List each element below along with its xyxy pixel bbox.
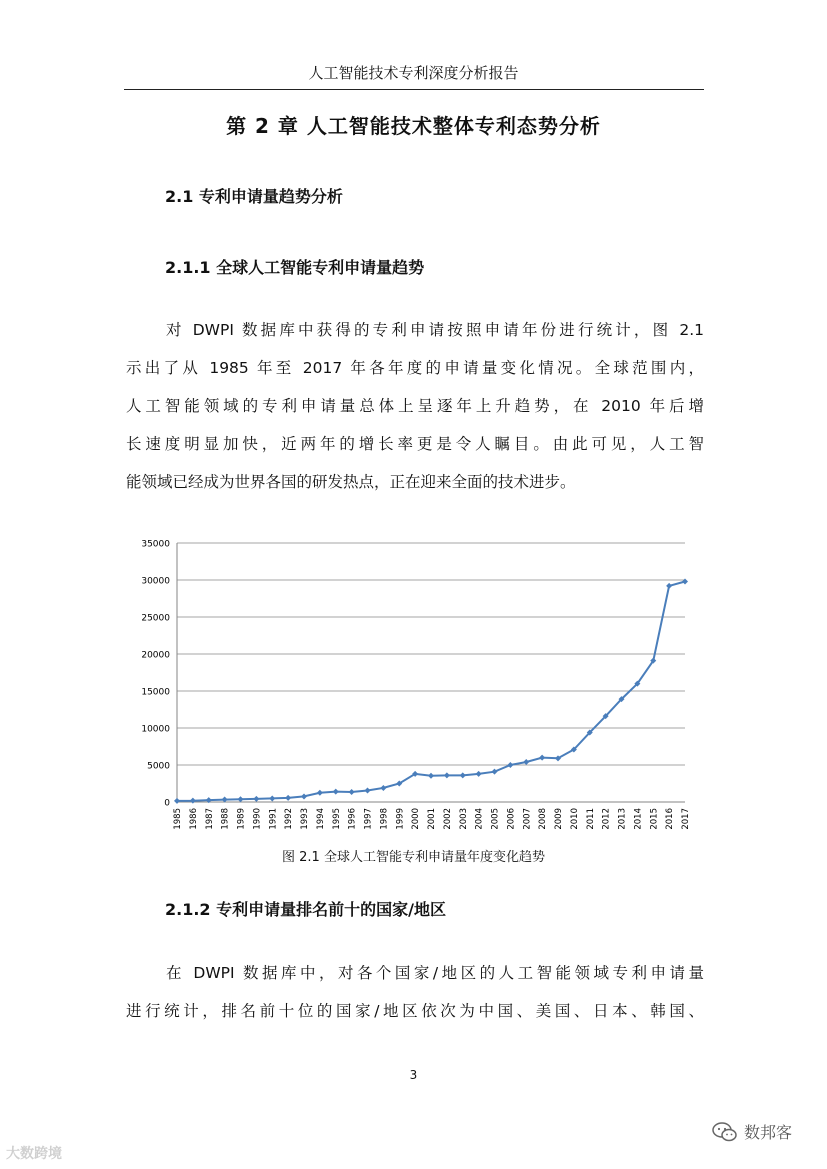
data-point [285,795,291,801]
data-point [174,798,180,804]
x-tick-label: 2003 [458,808,469,830]
x-tick-label: 2011 [585,808,596,830]
x-tick-label: 1996 [347,808,358,830]
page-number: 3 [409,1068,418,1082]
data-point [460,772,466,778]
paragraph-line: 示出了从 1985 年至 2017 年各年度的申请量变化情况。全球范围内， [126,359,704,377]
x-tick-label: 1994 [315,808,326,830]
x-tick-label: 2002 [442,808,453,830]
y-tick-label: 20000 [141,650,170,661]
data-point [269,795,275,801]
chart-svg [130,532,700,837]
data-point [444,772,450,778]
body-paragraph-2 [126,954,704,1030]
header-divider [124,89,704,90]
x-tick-label: 2008 [538,808,549,830]
x-tick-label: 1998 [379,808,390,830]
paragraph-line: 对 DWPI 数据库中获得的专利申请按照申请年份进行统计，图 2.1 [166,321,704,339]
y-tick-label: 25000 [141,613,170,624]
chapter-title: 第 2 章 人工智能技术整体专利态势分析 [226,114,601,138]
y-tick-label: 5000 [147,761,170,772]
x-tick-label: 2007 [522,808,533,830]
data-point [301,793,307,799]
x-tick-label: 2006 [506,808,517,830]
body-paragraph-1 [126,311,704,501]
data-point [190,798,196,804]
data-point [666,583,672,589]
x-tick-label: 1997 [363,808,374,830]
data-point [523,759,529,765]
watermark-left: 大数跨境 [6,1146,62,1162]
y-tick-label: 35000 [141,539,170,550]
subsection-heading-2: 2.1.2 专利申请量排名前十的国家/地区 [165,900,446,919]
y-tick-label: 10000 [141,724,170,735]
figure-caption: 图 2.1 全球人工智能专利申请量年度变化趋势 [282,850,545,865]
data-point [333,789,339,795]
paragraph-line: 人工智能领域的专利申请量总体上呈逐年上升趋势，在 2010 年后增 [126,397,704,415]
x-tick-label: 1991 [268,808,279,830]
page-header-title: 人工智能技术专利深度分析报告 [308,64,519,82]
x-tick-label: 2001 [427,808,437,830]
x-tick-label: 1992 [284,808,295,830]
paragraph-line: 长速度明显加快，近两年的增长率更是令人瞩目。由此可见，人工智 [126,435,704,453]
data-point [317,790,323,796]
x-tick-label: 1988 [220,808,231,830]
y-tick-label: 30000 [141,576,170,587]
data-point [476,771,482,777]
x-tick-label: 2010 [569,808,580,830]
x-tick-label: 2016 [665,808,676,830]
data-point [349,789,355,795]
subsection-heading-1: 2.1.1 全球人工智能专利申请量趋势 [165,258,425,277]
x-tick-label: 2017 [681,808,691,830]
x-tick-label: 2000 [411,808,422,830]
watermark-right [712,1120,792,1143]
x-tick-label: 1990 [252,808,263,830]
x-tick-label: 2004 [474,808,485,830]
x-tick-label: 1985 [173,808,183,830]
data-point [507,762,513,768]
x-tick-label: 2009 [554,808,564,830]
data-point [380,785,386,791]
x-tick-label: 2005 [490,808,501,830]
x-tick-label: 1989 [236,808,247,830]
data-point [539,755,545,761]
x-tick-label: 2012 [601,808,612,830]
x-tick-label: 2014 [633,808,644,830]
x-tick-label: 1999 [395,808,406,830]
x-tick-label: 2013 [617,808,628,830]
paragraph-line: 在 DWPI 数据库中，对各个国家/地区的人工智能领域专利申请量 [166,964,704,982]
watermark-right-text: 数邦客 [744,1123,793,1142]
wechat-icon [712,1122,738,1142]
x-tick-label: 1987 [204,808,215,830]
data-point [253,796,259,802]
y-tick-label: 0 [164,798,170,809]
data-point [682,578,688,584]
line-chart [130,532,700,841]
paragraph-line: 进行统计，排名前十位的国家/地区依次为中国、美国、日本、韩国、 [126,1002,704,1020]
section-heading: 2.1 专利申请量趋势分析 [165,187,343,206]
x-tick-label: 1986 [188,808,199,830]
x-tick-label: 1993 [300,808,310,830]
y-tick-label: 15000 [141,687,170,698]
data-point [238,796,244,802]
data-point [492,769,498,775]
x-tick-label: 2015 [649,808,660,830]
data-point [428,773,434,779]
paragraph-line: 能领域已经成为世界各国的研发热点，正在迎来全面的技术进步。 [126,473,576,491]
data-point [365,788,371,794]
x-tick-label: 1995 [331,808,342,830]
